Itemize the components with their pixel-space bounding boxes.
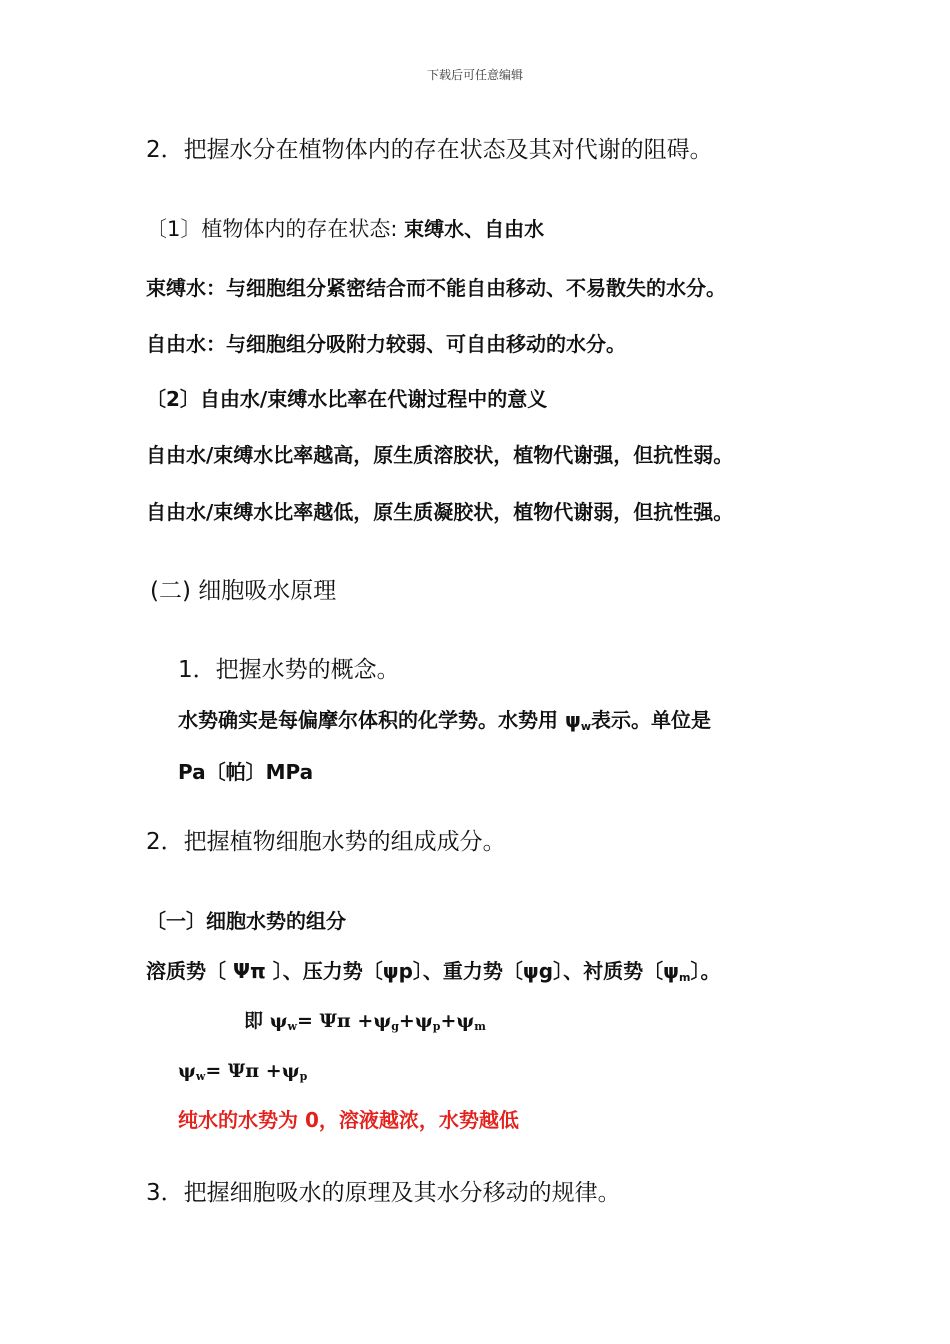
pure-water-note: 纯水的水势为 0，溶液越浓，水势越低 (178, 1108, 519, 1132)
section-heading-cell-water-absorption: (二) 细胞吸水原理 (150, 578, 337, 604)
components-text-b: 〕。 (690, 959, 721, 983)
formula-simple-b: = Ψπ +ψ (205, 1060, 300, 1082)
section-heading-2: 2．把握水分在植物体内的存在状态及其对代谢的阻碍。 (146, 137, 713, 163)
formula-full-sub-p: p (432, 1020, 441, 1033)
subheading-ratio-meaning: 〔2〕自由水/束缚水比率在代谢过程中的意义 (146, 387, 548, 411)
definition-text-a: 水势确实是每偏摩尔体积的化学势。水势用 ψ (178, 708, 581, 732)
subscript-w: w (580, 720, 592, 733)
definition-free-water: 自由水：与细胞组分吸附力较弱、可自由移动的水分。 (146, 332, 626, 356)
formula-simple-sub-w: w (195, 1070, 206, 1083)
ratio-high-statement: 自由水/束缚水比率越高，原生质溶胶状，植物代谢强，但抗性弱。 (146, 443, 734, 467)
formula-full-c: +ψ (398, 1010, 433, 1032)
subheading-existence-states (146, 219, 544, 240)
formula-simple-a: ψ (178, 1060, 196, 1082)
item-heading-water-potential-concept: 1．把握水势的概念。 (178, 657, 400, 683)
formula-full-sub-m: m (474, 1020, 486, 1033)
definition-bound-water: 束缚水：与细胞组分紧密结合而不能自由移动、不易散失的水分。 (146, 276, 726, 300)
formula-full-sub-g: g (391, 1020, 399, 1033)
unit-line: Pa〔帕〕MPa (178, 760, 314, 784)
formula-full-b: = Ψπ +ψ (297, 1010, 392, 1032)
formula-full (244, 1012, 486, 1031)
section-heading-components: 2．把握植物细胞水势的组成成分。 (146, 829, 506, 855)
definition-text-b: 表示。单位是 (591, 708, 712, 732)
formula-simplified (178, 1062, 307, 1081)
page-header: 下载后可任意编辑 (426, 68, 523, 82)
section-heading-water-movement: 3．把握细胞吸水的原理及其水分移动的规律。 (146, 1180, 621, 1206)
subscript-m: m (679, 971, 691, 984)
components-list (146, 959, 721, 984)
formula-full-sub-w: w (287, 1020, 297, 1033)
water-potential-definition (178, 708, 712, 733)
components-text-a: 溶质势〔 Ψπ 〕、压力势〔ψp〕、重力势〔ψg〕、衬质势〔ψ (146, 959, 680, 983)
ratio-low-statement: 自由水/束缚水比率越低，原生质凝胶状，植物代谢弱，但抗性强。 (146, 500, 734, 524)
formula-full-d: +ψ (440, 1010, 475, 1032)
subheading-components: 〔一〕细胞水势的组分 (146, 909, 346, 933)
subheading-bold-terms: 束缚水、自由水 (404, 217, 545, 241)
subheading-label: 〔1〕植物体内的存在状态: (146, 217, 405, 241)
formula-full-a: 即 ψ (244, 1010, 288, 1032)
formula-simple-sub-p: p (299, 1070, 308, 1083)
